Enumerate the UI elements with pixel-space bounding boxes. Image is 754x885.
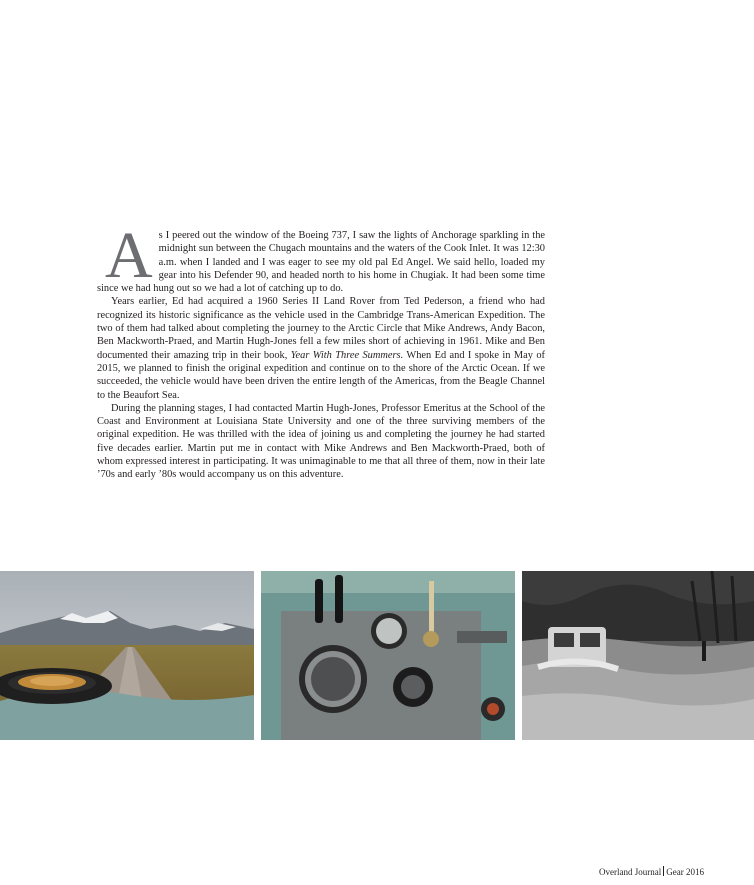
paragraph-3: During the planning stages, I had contacted Martin Hugh-Jones, Professor Emeritus at the School of the Coast and Environment at Louisiana State University and one of the three surviving members of the original expedition. He was thrilled with the idea of joining us and completing the journey he had started five decades earlier. Martin put me in contact with Mike Andrews and Ben Mackworth-Praed, both of whom expressed interest in participating. It was unimaginable to me that all three of them, now in their late ’70s and early ’80s would accompany us on this adventure. (97, 402, 545, 481)
paragraph-1-text: s I peered out the window of the Boeing 737, I saw the lights of Anchorage sparkling in the midnight sun between the Chugach mountains and the waters of the Cook Inlet. It was 12:30 a.m. when I landed and I was eager to see my old pal Ed Angel. We said hello, loaded my gear into his Defender 90, and headed north to his home in Chugiak. It had been some time since we had hung out so we had a lot of catching up to do. (97, 230, 545, 295)
page-footer (599, 866, 704, 877)
paragraph-2-text-a: Years earlier, Ed had acquired a 1960 Series II Land Rover from Ted Pederson, a friend who had recognized its historic significance as the vehicle used in the Cambridge Trans-American Expedition. The two of them had talked about completing the journey to the Arctic Circle that Mike Andrews, Andy Bacon, Ben Mackworth-Praed, and Martin Hugh-Jones fell a few miles short of achieving in 1961. Mike and Ben documented their amazing trip in their book, (97, 296, 545, 361)
issue-name: Gear 2016 (666, 867, 704, 877)
book-title: Year With Three Summers. (290, 349, 404, 361)
publication-name: Overland Journal (599, 867, 662, 877)
footer-divider (663, 866, 664, 876)
photo-tundra-road (0, 571, 254, 740)
photo-river-crossing (522, 571, 754, 740)
paragraph-1 (97, 219, 545, 295)
article-body (97, 219, 545, 482)
paragraph-2-text-b: When Ed and I spoke in May of 2015, we planned to finish the original expedition and continue on to the shore of the Arctic Ocean. If we succeeded, the vehicle would have been driven the entire length of the Americas, from the Beagle Channel to the Beaufort Sea. (97, 349, 545, 401)
photo-dashboard (261, 571, 515, 740)
paragraph-2 (97, 295, 545, 401)
drop-cap: A (105, 219, 153, 292)
